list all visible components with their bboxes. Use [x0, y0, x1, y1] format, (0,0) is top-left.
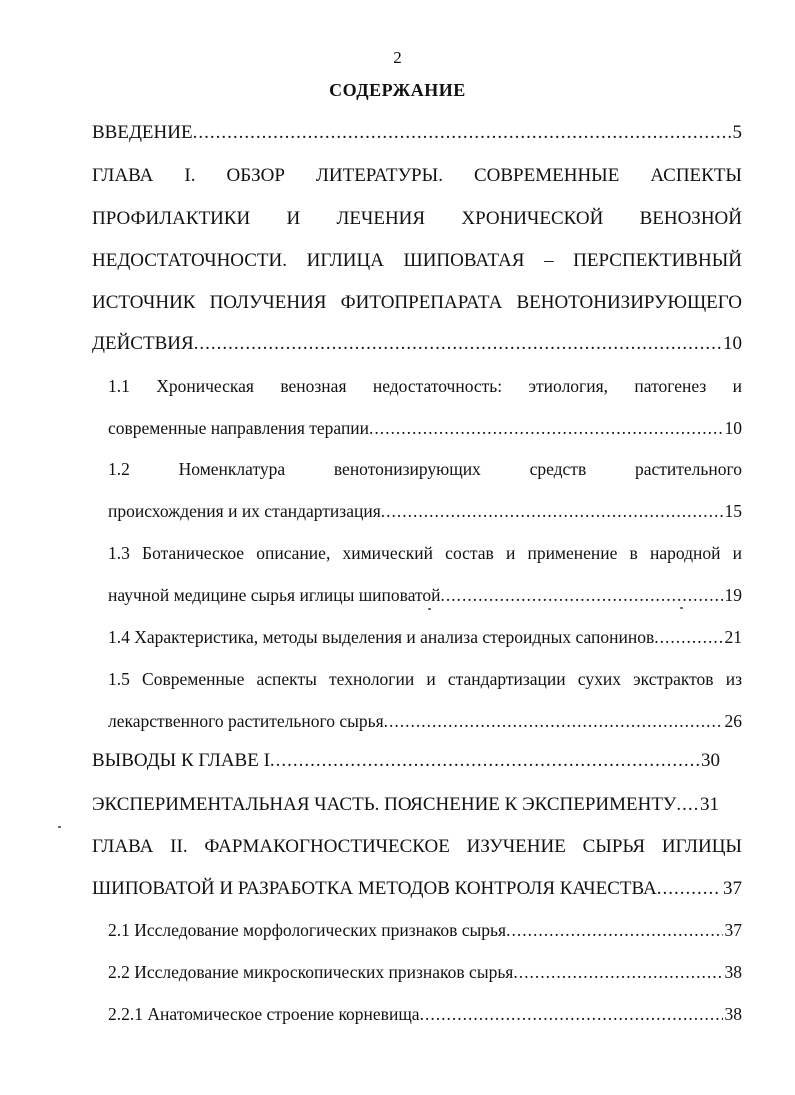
scan-speck [680, 607, 683, 609]
toc-chapter1-line1[interactable]: ГЛАВА I. ОБЗОР ЛИТЕРАТУРЫ. СОВРЕМЕННЫЕ АСПЕКТЫ [92, 165, 742, 186]
toc-entry-text: 1.4 Характеристика, методы выделения и анализа стероидных сапонинов [108, 627, 655, 647]
toc-leader [193, 118, 731, 148]
toc-leader [369, 413, 722, 443]
toc-chapter1-line3[interactable]: НЕДОСТАТОЧНОСТИ. ИГЛИЦА ШИПОВАТАЯ – ПЕРСПЕКТИВНЫЙ [92, 250, 742, 271]
toc-page-number: 38 [724, 1004, 742, 1024]
toc-entry-text: лекарственного растительного сырья [108, 711, 384, 731]
toc-entry-text: ЭКСПЕРИМЕНТАЛЬНАЯ ЧАСТЬ. ПОЯСНЕНИЕ К ЭКСПЕРИМЕНТУ [92, 794, 677, 815]
toc-leader [657, 874, 721, 904]
toc-page-number: 19 [724, 585, 742, 605]
toc-section-2-2[interactable] [108, 957, 742, 987]
toc-chapter1-line4[interactable]: ИСТОЧНИК ПОЛУЧЕНИЯ ФИТОПРЕПАРАТА ВЕНОТОНИЗИРУЮЩЕГО [92, 292, 742, 313]
toc-page-number: 31 [700, 794, 719, 815]
scan-speck [428, 608, 431, 610]
toc-entry-text: современные направления терапии [108, 418, 370, 438]
toc-leader [506, 915, 722, 945]
toc-leader [513, 957, 722, 987]
scan-speck [58, 826, 61, 828]
toc-section-1-1-line1[interactable]: 1.1 Хроническая венозная недостаточность: этиология, патогенез и [108, 376, 742, 396]
toc-entry-text: ВЫВОДЫ К ГЛАВЕ I [92, 750, 270, 771]
toc-section-1-3-line2[interactable] [108, 580, 742, 610]
toc-entry-intro[interactable] [92, 118, 742, 148]
toc-entry-text: ВВЕДЕНИЕ [92, 122, 193, 143]
toc-page-number: 30 [701, 750, 720, 771]
toc-page-number: 26 [724, 711, 742, 731]
toc-leader [381, 496, 723, 526]
toc-entry-text: ШИПОВАТОЙ И РАЗРАБОТКА МЕТОДОВ КОНТРОЛЯ КАЧЕСТВА [92, 878, 657, 899]
toc-entry-experimental[interactable] [92, 790, 719, 820]
page-title: СОДЕРЖАНИЕ [329, 80, 466, 100]
toc-leader [194, 329, 721, 359]
toc-leader [441, 580, 723, 610]
toc-section-1-1-line2[interactable] [108, 413, 742, 443]
toc-entry-text: происхождения и их стандартизация [108, 501, 381, 521]
toc-entry-text: 2.2.1 Анатомическое строение корневища [108, 1004, 420, 1024]
toc-page-number: 10 [723, 333, 742, 354]
toc-entry-conclusions[interactable] [92, 746, 720, 776]
toc-leader [270, 746, 699, 776]
toc-page-number: 5 [732, 122, 742, 143]
toc-page-number: 37 [723, 878, 742, 899]
toc-entry-text: 2.2 Исследование микроскопических признаков сырья [108, 962, 514, 982]
toc-section-1-2-line2[interactable] [108, 496, 742, 526]
toc-chapter1-line5[interactable] [92, 329, 742, 359]
toc-leader [676, 790, 698, 820]
toc-entry-text: ДЕЙСТВИЯ [92, 333, 194, 354]
toc-section-2-1[interactable] [108, 915, 742, 945]
toc-entry-text: 2.1 Исследование морфологических признаков сырья [108, 920, 507, 940]
toc-page-number: 38 [724, 962, 742, 982]
toc-page-number: 37 [724, 920, 742, 940]
toc-section-2-2-1[interactable] [108, 999, 742, 1029]
toc-entry-text: научной медицине сырья иглицы шиповатой [108, 585, 441, 605]
toc-chapter2-line1[interactable]: ГЛАВА II. ФАРМАКОГНОСТИЧЕСКОЕ ИЗУЧЕНИЕ СЫРЬЯ ИГЛИЦЫ [92, 836, 742, 857]
toc-section-1-2-line1[interactable]: 1.2 Номенклатура венотонизирующих средств растительного [108, 459, 742, 479]
toc-chapter2-line2[interactable] [92, 874, 742, 904]
toc-leader [384, 706, 723, 736]
toc-chapter1-line2[interactable]: ПРОФИЛАКТИКИ И ЛЕЧЕНИЯ ХРОНИЧЕСКОЙ ВЕНОЗНОЙ [92, 208, 742, 229]
toc-section-1-5-line1[interactable]: 1.5 Современные аспекты технологии и стандартизации сухих экстрактов из [108, 669, 742, 689]
toc-section-1-3-line1[interactable]: 1.3 Ботаническое описание, химический состав и применение в народной и [108, 543, 742, 563]
toc-section-1-5-line2[interactable] [108, 706, 742, 736]
toc-page-number: 10 [724, 418, 742, 438]
toc-leader [420, 999, 723, 1029]
toc-page-number: 15 [724, 501, 742, 521]
toc-section-1-4[interactable] [108, 622, 742, 652]
toc-leader [654, 622, 722, 652]
page-number: 2 [393, 48, 402, 67]
toc-page-number: 21 [724, 627, 742, 647]
